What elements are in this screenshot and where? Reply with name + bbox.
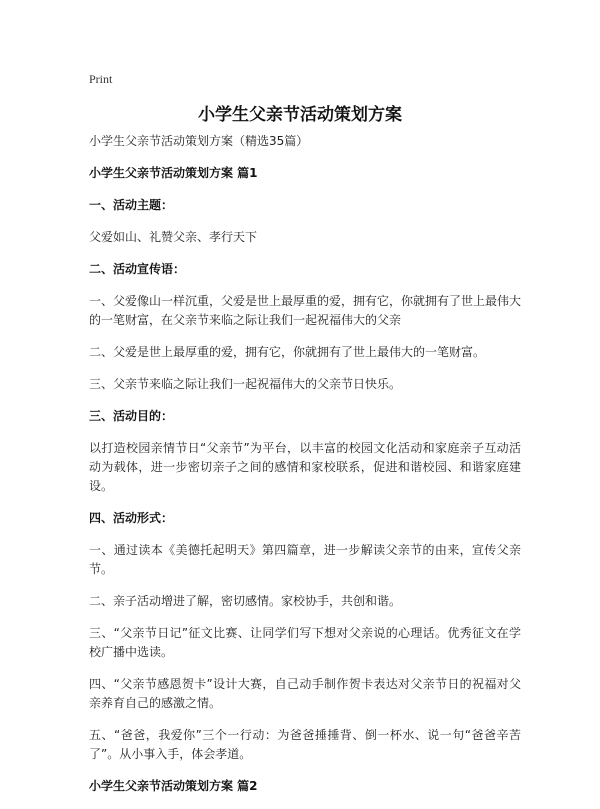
heading-form: 四、活动形式：	[89, 511, 174, 525]
heading-purpose: 三、活动目的：	[89, 409, 174, 423]
paragraph: 二、父爱是世上最厚重的爱，拥有它，你就拥有了世上最伟大的一笔财富。	[89, 345, 486, 359]
paragraph: 五、“爸爸，我爱你”三个一行动：为爸爸捶捶背、倒一杯水、说一句“爸爸辛苦了”。从小事入手，体会孝道。	[89, 728, 521, 761]
document-body	[89, 132, 521, 809]
paragraph: 四、“父亲节感恩贺卡”设计大赛，自己动手制作贺卡表达对父亲节日的祝福对父亲养育自己的感激之情。	[89, 677, 521, 710]
paragraph: 三、父亲节来临之际让我们一起祝福伟大的父亲节日快乐。	[89, 377, 402, 391]
paragraph: 一、父爱像山一样沉重，父爱是世上最厚重的爱，拥有它，你就拥有了世上最伟大的一笔财富，在父亲节来临之际让我们一起祝福伟大的父亲	[89, 294, 522, 327]
paragraph: 三、“父亲节日记”征文比赛、让同学们写下想对父亲说的心理话。优秀征文在学校广播中选读。	[89, 626, 521, 659]
paragraph: 一、通过读本《美德托起明天》第四篇章，进一步解读父亲节的由来，宣传父亲节。	[89, 543, 521, 576]
heading-slogan: 二、活动宣传语：	[89, 262, 186, 276]
heading-theme: 一、活动主题：	[89, 198, 174, 212]
page-title: 小学生父亲节活动策划方案	[198, 105, 402, 125]
document-subtitle: 小学生父亲节活动策划方案（精选35篇）	[89, 134, 309, 148]
section-title: 小学生父亲节活动策划方案 篇2	[89, 779, 258, 793]
section-title: 小学生父亲节活动策划方案 篇1	[89, 166, 258, 180]
paragraph: 父爱如山、礼赞父亲、孝行天下	[89, 230, 258, 244]
print-link[interactable]: Print	[89, 72, 113, 86]
paragraph: 以打造校园亲情节日“父亲节”为平台，以丰富的校园文化活动和家庭亲子互动活动为载体，进一步密切亲子之间的感情和家校联系，促进和谐校园、和谐家庭建设。	[89, 441, 521, 493]
paragraph: 二、亲子活动增进了解，密切感情。家校协手，共创和谐。	[89, 594, 402, 608]
